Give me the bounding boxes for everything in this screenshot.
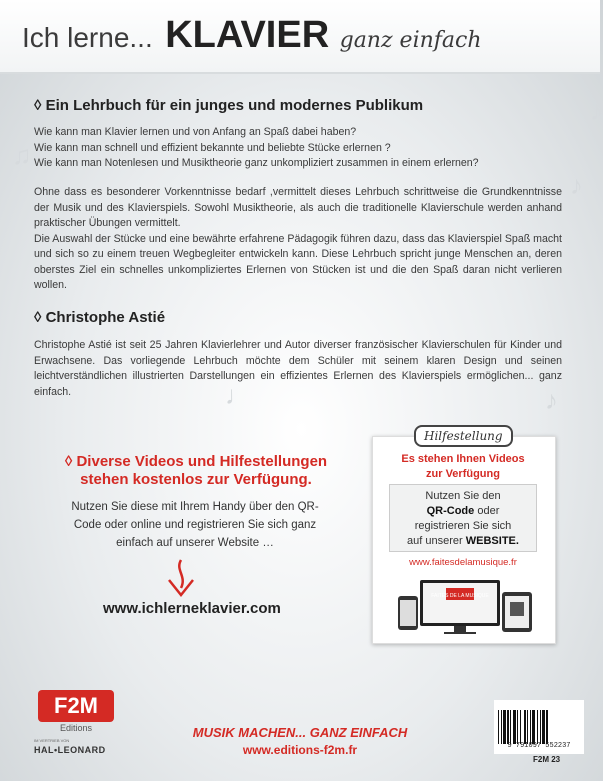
music-note-icon: ♪ <box>570 170 583 200</box>
barcode-bar <box>510 710 511 744</box>
barcode-bar <box>520 710 521 744</box>
question-3: Wie kann man Notenlesen und Musiktheorie ganz unkompliziert zusammen in einem erlernen? <box>34 157 479 169</box>
callout-line2: stehen kostenlos zur Verfügung. <box>80 471 312 488</box>
section1-body <box>34 185 562 294</box>
publisher-website[interactable]: www.editions-f2m.fr <box>242 743 358 757</box>
distributor-small: IM VERTRIEB VON <box>34 738 70 743</box>
music-note-icon: ♪ <box>545 385 558 415</box>
help-title-line2: zur Verfügung <box>426 468 500 480</box>
barcode-bar <box>524 710 526 744</box>
slogan: MUSIK MACHEN... GANZ EINFACH <box>192 725 408 740</box>
help-box-or: oder <box>477 505 500 517</box>
help-title <box>372 452 554 482</box>
arrow-down-icon <box>161 558 201 598</box>
question-1: Wie kann man Klavier lernen und von Anfang an Spaß dabei haben? <box>34 126 357 138</box>
f2m-logo-sub: Editions <box>59 723 93 733</box>
callout-text: Nutzen Sie diese mit Ihrem Handy über den QR-Code oder online und registrieren Sie sich ganz einfach auf unserer Website … <box>71 501 319 549</box>
help-badge: Hilfestellung <box>414 425 513 447</box>
product-code: F2M 23 <box>533 755 561 764</box>
barcode-bar <box>542 710 545 744</box>
help-url[interactable]: www.faitesdelamusique.fr <box>409 557 517 568</box>
barcode-bar <box>532 710 535 744</box>
barcode-bar <box>507 710 509 744</box>
section2-heading: ◊ Christophe Astié <box>34 309 166 326</box>
barcode-bar <box>537 710 538 744</box>
book-title <box>22 14 482 57</box>
music-note-icon: ♫ <box>12 140 32 170</box>
music-note-icon: ♩ <box>225 380 251 410</box>
videos-callout <box>62 453 330 489</box>
barcode-bar <box>546 710 548 744</box>
barcode-bar <box>503 710 506 744</box>
barcode-number: 9 791097 552237 <box>507 742 571 750</box>
barcode-bar <box>527 710 528 744</box>
barcode-bar <box>540 710 541 744</box>
music-note-icon: ♪ <box>590 96 603 126</box>
title-part3: ganz einfach <box>339 28 482 53</box>
barcode-bar <box>501 710 502 744</box>
barcode-bar <box>498 710 499 744</box>
barcode-bar <box>530 710 531 744</box>
hal-leonard-logo: HAL•LEONARD <box>34 745 106 755</box>
help-box-website: WEBSITE. <box>465 535 519 547</box>
help-box-line3: registrieren Sie sich <box>414 520 512 532</box>
section1-heading: ◊ Ein Lehrbuch für ein junges und modernes Publikum <box>34 97 424 114</box>
barcode-bar <box>517 710 518 744</box>
section2-para: Christophe Astié ist seit 25 Jahren Klavierlehrer und Autor diverser französischer Klavierschulen für Kinder und Erwachsene. Das vorliegende Lehrbuch möchte dem Schüler mit seinem klaren Design und seinen leichtverständlichen illustrierten Darstellungen ein effizientes Erlernen des Klavierspiels ermöglichen... ganz einfach. <box>34 339 562 398</box>
help-title-line1: Es stehen Ihnen Videos <box>401 453 525 465</box>
help-box-line1: Nutzen Sie den <box>425 490 501 502</box>
help-box-line4 <box>390 534 536 549</box>
devices-illustration <box>392 578 538 636</box>
section1-para2: Die Auswahl der Stücke und eine bewährte erfahrene Pädagogik führen dazu, dass das Klavierspiel Spaß macht und sich so zu einem treuen Wegbegleiter entwickeln kann. Diese Lehrbuch spricht junge Menschen an, deren oberstes Ziel ein schnelles unkompliziertes Erlernen von Stücken ist und die den Spaß daran nicht verlieren wollen. <box>34 232 562 291</box>
section1-para1: Ohne dass es besonderer Vorkenntnisse bedarf ,vermittelt dieses Lehrbuch schrittweise die Grundkenntnisse der Musik und des Klavierspiels. Sowohl Musiktheorie, als auch die traditionelle Klavierschule werden anhand praktischer Übungen vermittelt. <box>34 186 562 229</box>
help-box-line2 <box>390 504 536 519</box>
website-link[interactable]: www.ichlerneklavier.com <box>103 600 281 617</box>
callout-line1: ◊ Diverse Videos und Hilfestellungen <box>64 453 328 470</box>
help-box-qr: QR-Code <box>426 505 475 517</box>
barcode-bar <box>513 710 516 744</box>
title-part1: Ich lerne... <box>22 22 153 53</box>
f2m-logo: F2M <box>38 690 114 722</box>
help-box <box>389 484 537 552</box>
title-part2: KLAVIER <box>165 14 330 56</box>
help-box-on: auf unserer <box>407 535 463 547</box>
section1-questions <box>34 125 562 172</box>
screen-logo-text: FAITES DE LA MUSIQUE <box>431 593 489 599</box>
question-2: Wie kann man schnell und effizient bekannte und beliebte Stücke erlernen ? <box>34 141 391 154</box>
